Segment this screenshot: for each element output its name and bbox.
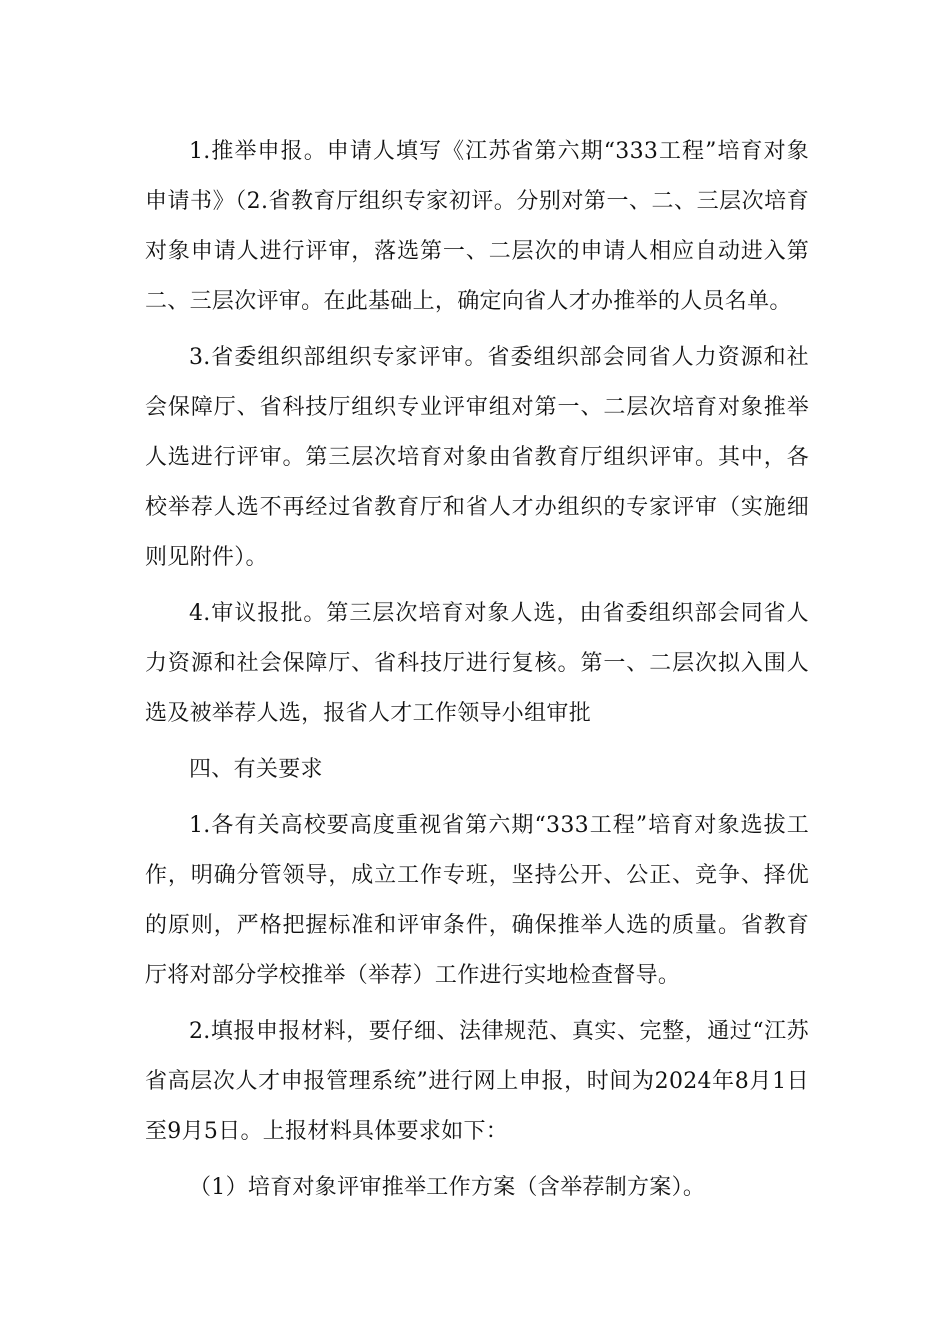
paragraph-nomination-application: 1.推举申报。申请人填写《江苏省第六期“333工程”培育对象申请书》（2.省教育厅组织专家初评。分别对第一、二、三层次培育对象申请人进行评审，落选第一、二层次的申请人相应自动进入第二、三层次评审。在此基础上，确定向省人才办推举的人员名单。	[145, 139, 809, 314]
section-heading-requirements: 四、有关要求	[189, 757, 323, 782]
paragraph-material-item-1: （1）培育对象评审推举工作方案（含举荐制方案）。	[189, 1175, 706, 1200]
paragraph-requirement-1: 1.各有关高校要高度重视省第六期“333工程”培育对象选拔工作，明确分管领导，成立工作专班，坚持公开、公正、竞争、择优的原则，严格把握标准和评审条件，确保推举人选的质量。省教育厅将对部分学校推举（举荐）工作进行实地检查督导。	[145, 813, 809, 988]
paragraph-requirement-2: 2.填报申报材料，要仔细、法律规范、真实、完整，通过“江苏省高层次人才申报管理系统”进行网上申报，时间为2024年8月1日至9月5日。上报材料具体要求如下：	[145, 1019, 809, 1144]
paragraph-approval: 4.审议报批。第三层次培育对象人选，由省委组织部会同省人力资源和社会保障厅、省科技厅进行复核。第一、二层次拟入围人选及被举荐人选，报省人才工作领导小组审批	[145, 601, 809, 726]
paragraph-expert-review: 3.省委组织部组织专家评审。省委组织部会同省人力资源和社会保障厅、省科技厅组织专业评审组对第一、二层次培育对象推举人选进行评审。第三层次培育对象由省教育厅组织评审。其中，各校举荐人选不再经过省教育厅和省人才办组织的专家评审（实施细则见附件）。	[145, 345, 809, 570]
document-body	[145, 127, 809, 1219]
